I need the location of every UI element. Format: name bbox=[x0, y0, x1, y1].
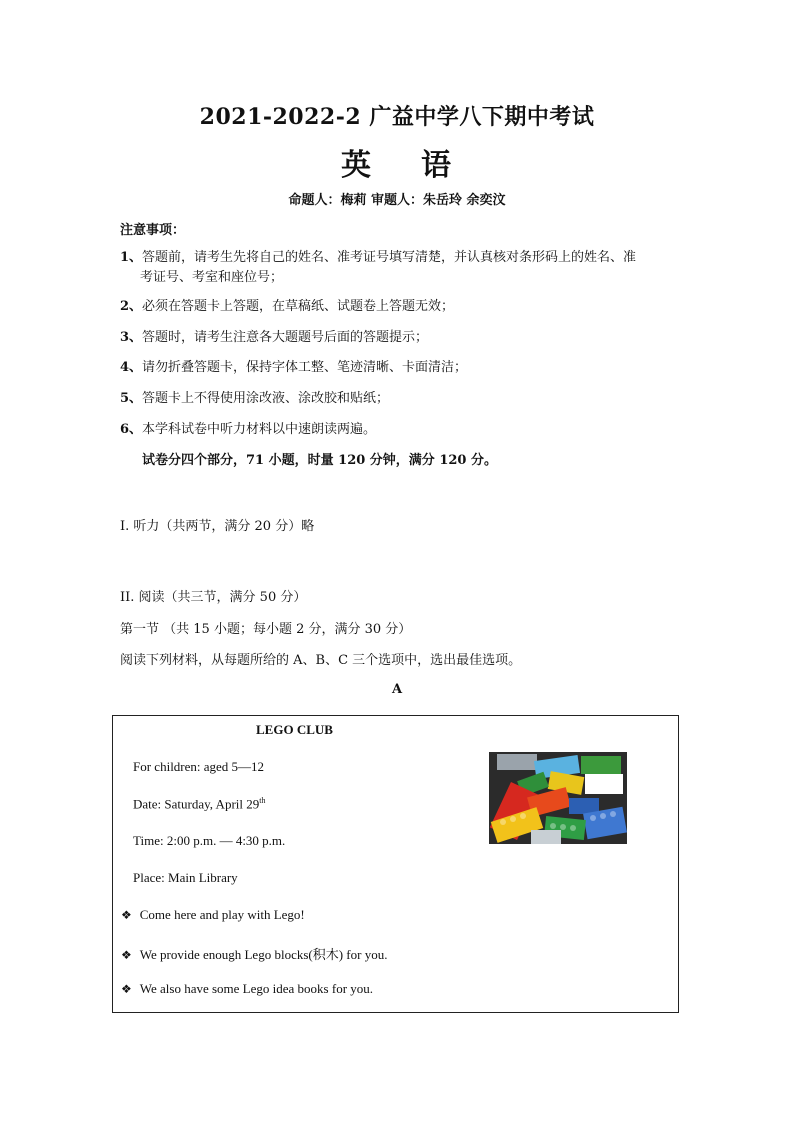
bullet-diamond-icon: ❖ bbox=[121, 982, 132, 996]
lego-club-notice-box bbox=[112, 715, 679, 1013]
section-listening: I. 听力（共两节，满分 20 分）略 bbox=[120, 519, 315, 534]
bullet-text: We also have some Lego idea books for you. bbox=[139, 981, 374, 996]
notice-item-6 bbox=[120, 420, 680, 440]
bullet-item bbox=[121, 907, 305, 923]
notice-number: 1、 bbox=[120, 250, 143, 265]
date-text: Date: Saturday, April 29 bbox=[133, 796, 260, 812]
notice-text: 请勿折叠答题卡，保持字体工整、笔迹清晰、卡面清洁； bbox=[142, 360, 468, 375]
authors-line: 命题人：梅莉 审题人：朱岳玲 余奕汶 bbox=[288, 193, 506, 208]
notice-text-continued: 考证号、考室和座位号； bbox=[140, 270, 284, 285]
bullet-text: Come here and play with Lego! bbox=[139, 907, 305, 922]
club-title: LEGO CLUB bbox=[256, 722, 333, 737]
date-suffix: th bbox=[259, 796, 266, 805]
section-reading: II. 阅读（共三节，满分 50 分） bbox=[120, 590, 307, 605]
part-one-heading: 第一节 （共 15 小题；每小题 2 分，满分 30 分） bbox=[120, 622, 412, 637]
notice-number: 4、 bbox=[120, 360, 143, 375]
exam-title: 2021-2022-2 广益中学八下期中考试 bbox=[199, 104, 595, 130]
notice-number: 6、 bbox=[120, 422, 143, 437]
notice-number: 2、 bbox=[120, 299, 143, 314]
bullet-item bbox=[121, 981, 373, 997]
notice-text: 答题时，请考生注意各大题题号后面的答题提示； bbox=[142, 330, 429, 345]
notice-item-1 bbox=[120, 248, 680, 288]
notice-item-4 bbox=[120, 358, 680, 378]
lego-blocks-photo bbox=[489, 752, 627, 844]
for-children-line: For children: aged 5—12 bbox=[133, 759, 265, 774]
reading-instruction: 阅读下列材料，从每题所给的 A、B、C 三个选项中，选出最佳选项。 bbox=[120, 653, 522, 668]
place-line: Place: Main Library bbox=[133, 870, 238, 885]
exam-summary: 试卷分四个部分，71 小题，时量 120 分钟，满分 120 分。 bbox=[142, 453, 497, 468]
notice-number: 5、 bbox=[120, 391, 143, 406]
subject-char-1: 英 bbox=[341, 148, 373, 183]
time-line: Time: 2:00 p.m. — 4:30 p.m. bbox=[133, 833, 286, 848]
notice-text: 本学科试卷中听力材料以中速朗读两遍。 bbox=[142, 422, 377, 437]
notice-number: 3、 bbox=[120, 330, 143, 345]
subject-heading bbox=[0, 140, 794, 184]
notice-text: 必须在答题卡上答题，在草稿纸、试题卷上答题无效； bbox=[142, 299, 455, 314]
notice-text: 答题前，请考生先将自己的姓名、准考证号填写清楚，并认真核对条形码上的姓名、准 bbox=[142, 250, 637, 265]
bullet-diamond-icon: ❖ bbox=[121, 948, 132, 962]
notice-text: 答题卡上不得使用涂改液、涂改胶和贴纸； bbox=[142, 391, 390, 406]
lego-blocks-illustration bbox=[489, 752, 627, 844]
date-line bbox=[133, 796, 265, 812]
notice-item-5 bbox=[120, 389, 680, 409]
notice-item-3 bbox=[120, 328, 680, 348]
bullet-item bbox=[121, 944, 387, 963]
subject-char-2: 语 bbox=[421, 148, 453, 183]
notice-heading: 注意事项： bbox=[120, 223, 186, 238]
bullet-text: We provide enough Lego blocks(积木) for you. bbox=[139, 947, 388, 962]
notice-item-2 bbox=[120, 297, 680, 317]
passage-letter: A bbox=[391, 682, 403, 697]
bullet-diamond-icon: ❖ bbox=[121, 908, 132, 922]
